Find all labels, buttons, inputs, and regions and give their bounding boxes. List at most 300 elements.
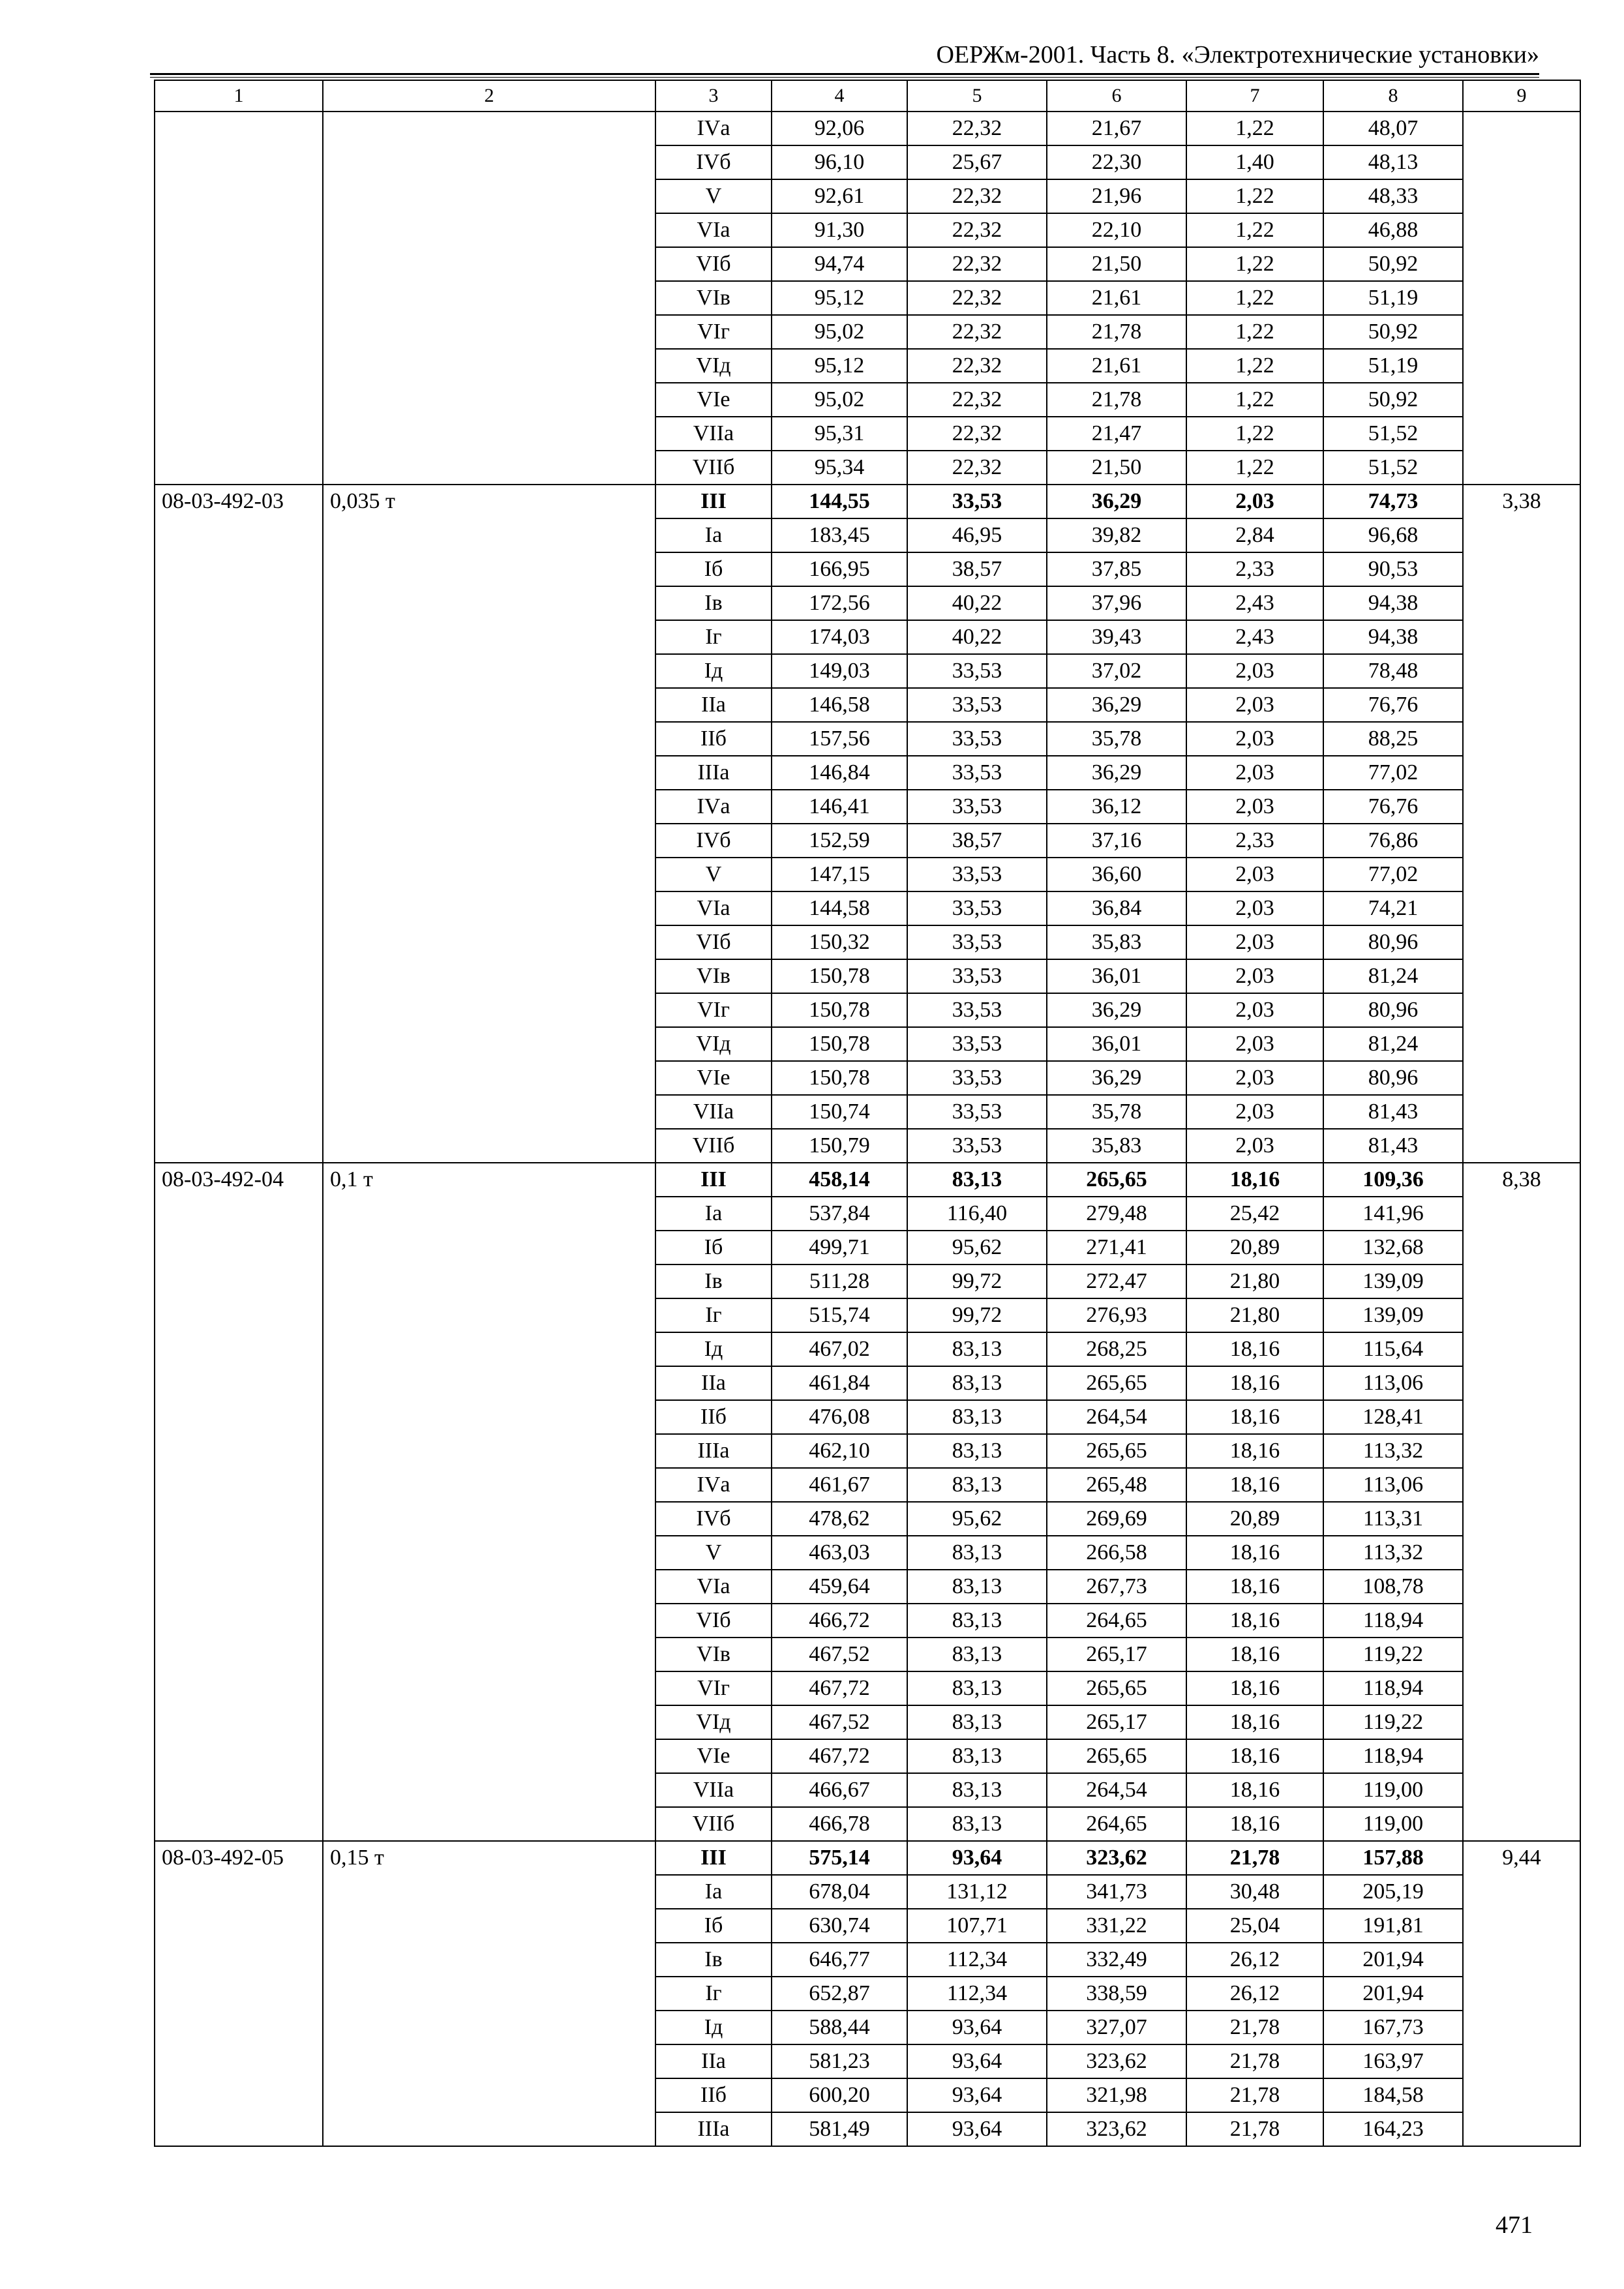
- parameter-cell: 0,15 т: [323, 1841, 655, 2146]
- value-cell: 83,13: [907, 1434, 1047, 1468]
- value-cell: 96,68: [1323, 518, 1463, 552]
- value-cell: 2,03: [1186, 1129, 1323, 1163]
- table-row: [155, 485, 1580, 518]
- value-cell: 83,13: [907, 1807, 1047, 1841]
- value-cell: 537,84: [772, 1197, 907, 1231]
- value-cell: 80,96: [1323, 1061, 1463, 1095]
- zone-category-cell: VIIа: [655, 417, 772, 451]
- value-cell: 461,84: [772, 1366, 907, 1400]
- value-cell: 463,03: [772, 1536, 907, 1570]
- value-cell: 2,03: [1186, 1027, 1323, 1061]
- value-cell: 21,78: [1047, 383, 1186, 417]
- zone-category-cell: VIв: [655, 959, 772, 993]
- value-cell: 459,64: [772, 1570, 907, 1604]
- value-cell: 2,03: [1186, 891, 1323, 925]
- value-cell: 22,32: [907, 179, 1047, 213]
- value-cell: 266,58: [1047, 1536, 1186, 1570]
- value-cell: 21,61: [1047, 349, 1186, 383]
- price-code-cell: 08-03-492-03: [155, 485, 323, 1163]
- zone-category-cell: VIг: [655, 993, 772, 1027]
- zone-category-cell: Iб: [655, 552, 772, 586]
- value-cell: 265,65: [1047, 1163, 1186, 1197]
- value-cell: 264,65: [1047, 1807, 1186, 1841]
- value-cell: 150,78: [772, 1027, 907, 1061]
- value-cell: 132,68: [1323, 1231, 1463, 1264]
- column-9-cell: 9,44: [1463, 1841, 1580, 2146]
- zone-category-cell: IVб: [655, 145, 772, 179]
- value-cell: 323,62: [1047, 1841, 1186, 1875]
- value-cell: 83,13: [907, 1163, 1047, 1197]
- zone-category-cell: Iв: [655, 1943, 772, 1977]
- value-cell: 76,86: [1323, 824, 1463, 858]
- value-cell: 264,54: [1047, 1400, 1186, 1434]
- value-cell: 2,84: [1186, 518, 1323, 552]
- value-cell: 327,07: [1047, 2011, 1186, 2044]
- value-cell: 1,22: [1186, 315, 1323, 349]
- value-cell: 51,19: [1323, 349, 1463, 383]
- value-cell: 150,78: [772, 1061, 907, 1095]
- value-cell: 81,24: [1323, 1027, 1463, 1061]
- value-cell: 476,08: [772, 1400, 907, 1434]
- value-cell: 22,32: [907, 451, 1047, 485]
- zone-category-cell: VIа: [655, 891, 772, 925]
- zone-category-cell: Iд: [655, 1332, 772, 1366]
- value-cell: 264,54: [1047, 1773, 1186, 1807]
- column-number: 1: [155, 80, 323, 112]
- value-cell: 22,32: [907, 349, 1047, 383]
- value-cell: 108,78: [1323, 1570, 1463, 1604]
- value-cell: 33,53: [907, 485, 1047, 518]
- value-cell: 48,33: [1323, 179, 1463, 213]
- value-cell: 515,74: [772, 1298, 907, 1332]
- zone-category-cell: Iд: [655, 654, 772, 688]
- value-cell: 33,53: [907, 925, 1047, 959]
- value-cell: 36,84: [1047, 891, 1186, 925]
- value-cell: 119,22: [1323, 1705, 1463, 1739]
- zone-category-cell: IIб: [655, 1400, 772, 1434]
- value-cell: 338,59: [1047, 1977, 1186, 2011]
- value-cell: 36,12: [1047, 790, 1186, 824]
- value-cell: 39,43: [1047, 620, 1186, 654]
- zone-category-cell: VIв: [655, 1638, 772, 1671]
- value-cell: 466,67: [772, 1773, 907, 1807]
- value-cell: 144,58: [772, 891, 907, 925]
- value-cell: 646,77: [772, 1943, 907, 1977]
- value-cell: 21,67: [1047, 112, 1186, 145]
- value-cell: 36,29: [1047, 688, 1186, 722]
- value-cell: 139,09: [1323, 1298, 1463, 1332]
- zone-category-cell: VIб: [655, 1604, 772, 1638]
- value-cell: 157,56: [772, 722, 907, 756]
- value-cell: 264,65: [1047, 1604, 1186, 1638]
- value-cell: 93,64: [907, 2011, 1047, 2044]
- value-cell: 341,73: [1047, 1875, 1186, 1909]
- value-cell: 81,43: [1323, 1129, 1463, 1163]
- value-cell: 150,79: [772, 1129, 907, 1163]
- value-cell: 36,29: [1047, 1061, 1186, 1095]
- zone-category-cell: V: [655, 179, 772, 213]
- value-cell: 99,72: [907, 1298, 1047, 1332]
- value-cell: 83,13: [907, 1705, 1047, 1739]
- value-cell: 18,16: [1186, 1468, 1323, 1502]
- value-cell: 37,96: [1047, 586, 1186, 620]
- value-cell: 2,03: [1186, 756, 1323, 790]
- value-cell: 1,22: [1186, 349, 1323, 383]
- value-cell: 48,07: [1323, 112, 1463, 145]
- value-cell: 77,02: [1323, 756, 1463, 790]
- value-cell: 321,98: [1047, 2078, 1186, 2112]
- value-cell: 18,16: [1186, 1638, 1323, 1671]
- value-cell: 26,12: [1186, 1943, 1323, 1977]
- table-row: [155, 1163, 1580, 1197]
- zone-category-cell: V: [655, 1536, 772, 1570]
- value-cell: 83,13: [907, 1773, 1047, 1807]
- value-cell: 499,71: [772, 1231, 907, 1264]
- value-cell: 581,49: [772, 2112, 907, 2146]
- value-cell: 95,12: [772, 281, 907, 315]
- value-cell: 22,32: [907, 417, 1047, 451]
- value-cell: 201,94: [1323, 1977, 1463, 2011]
- value-cell: 93,64: [907, 1841, 1047, 1875]
- value-cell: 33,53: [907, 722, 1047, 756]
- value-cell: 83,13: [907, 1638, 1047, 1671]
- zone-category-cell: IIа: [655, 2044, 772, 2078]
- column-number: 5: [907, 80, 1047, 112]
- value-cell: 2,03: [1186, 1095, 1323, 1129]
- value-cell: 119,22: [1323, 1638, 1463, 1671]
- value-cell: 2,03: [1186, 959, 1323, 993]
- value-cell: 113,32: [1323, 1536, 1463, 1570]
- price-table: [154, 80, 1581, 2147]
- zone-category-cell: V: [655, 858, 772, 891]
- value-cell: 50,92: [1323, 247, 1463, 281]
- value-cell: 2,33: [1186, 824, 1323, 858]
- value-cell: 21,50: [1047, 247, 1186, 281]
- value-cell: 92,06: [772, 112, 907, 145]
- value-cell: 149,03: [772, 654, 907, 688]
- value-cell: 467,72: [772, 1739, 907, 1773]
- value-cell: 575,14: [772, 1841, 907, 1875]
- zone-category-cell: VIе: [655, 383, 772, 417]
- zone-category-cell: VIIа: [655, 1773, 772, 1807]
- price-code-cell: 08-03-492-04: [155, 1163, 323, 1841]
- value-cell: 150,32: [772, 925, 907, 959]
- column-number: 4: [772, 80, 907, 112]
- value-cell: 331,22: [1047, 1909, 1186, 1943]
- value-cell: 1,22: [1186, 179, 1323, 213]
- column-number: 9: [1463, 80, 1580, 112]
- price-code-cell: 08-03-492-05: [155, 1841, 323, 2146]
- value-cell: 466,72: [772, 1604, 907, 1638]
- value-cell: 2,43: [1186, 620, 1323, 654]
- zone-category-cell: III: [655, 1163, 772, 1197]
- header-rule: [150, 73, 1539, 75]
- value-cell: 37,16: [1047, 824, 1186, 858]
- value-cell: 33,53: [907, 1061, 1047, 1095]
- column-9-cell: 3,38: [1463, 485, 1580, 1163]
- value-cell: 46,95: [907, 518, 1047, 552]
- value-cell: 25,04: [1186, 1909, 1323, 1943]
- value-cell: 94,38: [1323, 620, 1463, 654]
- value-cell: 18,16: [1186, 1773, 1323, 1807]
- value-cell: 18,16: [1186, 1604, 1323, 1638]
- value-cell: 40,22: [907, 586, 1047, 620]
- value-cell: 1,22: [1186, 213, 1323, 247]
- value-cell: 113,32: [1323, 1434, 1463, 1468]
- value-cell: 205,19: [1323, 1875, 1463, 1909]
- value-cell: 276,93: [1047, 1298, 1186, 1332]
- value-cell: 2,03: [1186, 858, 1323, 891]
- value-cell: 2,03: [1186, 688, 1323, 722]
- value-cell: 36,29: [1047, 756, 1186, 790]
- column-number: 7: [1186, 80, 1323, 112]
- value-cell: 109,36: [1323, 1163, 1463, 1197]
- value-cell: 39,82: [1047, 518, 1186, 552]
- value-cell: 33,53: [907, 654, 1047, 688]
- value-cell: 51,52: [1323, 451, 1463, 485]
- zone-category-cell: Iг: [655, 1977, 772, 2011]
- value-cell: 21,78: [1186, 2078, 1323, 2112]
- value-cell: 21,50: [1047, 451, 1186, 485]
- value-cell: 265,65: [1047, 1434, 1186, 1468]
- value-cell: 35,83: [1047, 1129, 1186, 1163]
- value-cell: 37,02: [1047, 654, 1186, 688]
- value-cell: 78,48: [1323, 654, 1463, 688]
- value-cell: 21,80: [1186, 1264, 1323, 1298]
- value-cell: 2,33: [1186, 552, 1323, 586]
- value-cell: 271,41: [1047, 1231, 1186, 1264]
- column-number: 8: [1323, 80, 1463, 112]
- value-cell: 267,73: [1047, 1570, 1186, 1604]
- value-cell: 18,16: [1186, 1163, 1323, 1197]
- value-cell: 21,61: [1047, 281, 1186, 315]
- zone-category-cell: Iв: [655, 586, 772, 620]
- value-cell: 21,47: [1047, 417, 1186, 451]
- value-cell: 36,01: [1047, 959, 1186, 993]
- zone-category-cell: IVб: [655, 824, 772, 858]
- value-cell: 18,16: [1186, 1332, 1323, 1366]
- value-cell: 461,67: [772, 1468, 907, 1502]
- value-cell: 630,74: [772, 1909, 907, 1943]
- value-cell: 183,45: [772, 518, 907, 552]
- value-cell: 332,49: [1047, 1943, 1186, 1977]
- value-cell: 2,43: [1186, 586, 1323, 620]
- value-cell: 467,72: [772, 1671, 907, 1705]
- value-cell: 93,64: [907, 2112, 1047, 2146]
- page-number: 471: [1496, 2211, 1533, 2239]
- zone-category-cell: VIа: [655, 213, 772, 247]
- zone-category-cell: IIб: [655, 722, 772, 756]
- value-cell: 36,29: [1047, 993, 1186, 1027]
- value-cell: 147,15: [772, 858, 907, 891]
- value-cell: 77,02: [1323, 858, 1463, 891]
- value-cell: 36,29: [1047, 485, 1186, 518]
- zone-category-cell: VIд: [655, 349, 772, 383]
- value-cell: 678,04: [772, 1875, 907, 1909]
- value-cell: 35,83: [1047, 925, 1186, 959]
- value-cell: 152,59: [772, 824, 907, 858]
- zone-category-cell: IIа: [655, 688, 772, 722]
- value-cell: 94,74: [772, 247, 907, 281]
- value-cell: 146,41: [772, 790, 907, 824]
- zone-category-cell: VIг: [655, 1671, 772, 1705]
- value-cell: 26,12: [1186, 1977, 1323, 2011]
- value-cell: 95,31: [772, 417, 907, 451]
- value-cell: 467,52: [772, 1705, 907, 1739]
- value-cell: 93,64: [907, 2078, 1047, 2112]
- value-cell: 157,88: [1323, 1841, 1463, 1875]
- value-cell: 323,62: [1047, 2112, 1186, 2146]
- value-cell: 95,12: [772, 349, 907, 383]
- value-cell: 18,16: [1186, 1739, 1323, 1773]
- value-cell: 80,96: [1323, 925, 1463, 959]
- value-cell: 95,62: [907, 1231, 1047, 1264]
- value-cell: 76,76: [1323, 790, 1463, 824]
- value-cell: 95,02: [772, 383, 907, 417]
- value-cell: 150,78: [772, 993, 907, 1027]
- value-cell: 265,65: [1047, 1671, 1186, 1705]
- value-cell: 265,65: [1047, 1739, 1186, 1773]
- value-cell: 48,13: [1323, 145, 1463, 179]
- value-cell: 51,52: [1323, 417, 1463, 451]
- value-cell: 94,38: [1323, 586, 1463, 620]
- value-cell: 83,13: [907, 1739, 1047, 1773]
- zone-category-cell: Iг: [655, 620, 772, 654]
- value-cell: 36,01: [1047, 1027, 1186, 1061]
- value-cell: 1,22: [1186, 281, 1323, 315]
- value-cell: 1,22: [1186, 451, 1323, 485]
- value-cell: 95,02: [772, 315, 907, 349]
- value-cell: 462,10: [772, 1434, 907, 1468]
- value-cell: 81,43: [1323, 1095, 1463, 1129]
- zone-category-cell: Iб: [655, 1909, 772, 1943]
- zone-category-cell: VIб: [655, 247, 772, 281]
- value-cell: 21,78: [1186, 2044, 1323, 2078]
- column-number: 2: [323, 80, 655, 112]
- value-cell: 150,78: [772, 959, 907, 993]
- value-cell: 22,32: [907, 281, 1047, 315]
- value-cell: 36,60: [1047, 858, 1186, 891]
- value-cell: 166,95: [772, 552, 907, 586]
- value-cell: 164,23: [1323, 2112, 1463, 2146]
- zone-category-cell: Iб: [655, 1231, 772, 1264]
- value-cell: 272,47: [1047, 1264, 1186, 1298]
- zone-category-cell: IIб: [655, 2078, 772, 2112]
- value-cell: 131,12: [907, 1875, 1047, 1909]
- value-cell: 83,13: [907, 1671, 1047, 1705]
- value-cell: 2,03: [1186, 722, 1323, 756]
- zone-category-cell: IIIа: [655, 1434, 772, 1468]
- value-cell: 33,53: [907, 858, 1047, 891]
- value-cell: 38,57: [907, 824, 1047, 858]
- value-cell: 83,13: [907, 1366, 1047, 1400]
- value-cell: 22,32: [907, 213, 1047, 247]
- value-cell: 22,32: [907, 383, 1047, 417]
- price-code-cell: [155, 112, 323, 485]
- running-header: ОЕРЖм-2001. Часть 8. «Электротехнические установки»: [936, 41, 1539, 68]
- value-cell: 467,52: [772, 1638, 907, 1671]
- value-cell: 150,74: [772, 1095, 907, 1129]
- value-cell: 167,73: [1323, 2011, 1463, 2044]
- column-number-row: [155, 80, 1580, 112]
- value-cell: 91,30: [772, 213, 907, 247]
- value-cell: 33,53: [907, 1027, 1047, 1061]
- value-cell: 30,48: [1186, 1875, 1323, 1909]
- value-cell: 652,87: [772, 1977, 907, 2011]
- value-cell: 33,53: [907, 688, 1047, 722]
- column-9-cell: [1463, 112, 1580, 485]
- value-cell: 21,78: [1186, 2011, 1323, 2044]
- value-cell: 265,17: [1047, 1638, 1186, 1671]
- zone-category-cell: IVа: [655, 790, 772, 824]
- value-cell: 21,78: [1186, 2112, 1323, 2146]
- value-cell: 21,78: [1186, 1841, 1323, 1875]
- value-cell: 2,03: [1186, 485, 1323, 518]
- value-cell: 35,78: [1047, 1095, 1186, 1129]
- value-cell: 22,10: [1047, 213, 1186, 247]
- zone-category-cell: IIIа: [655, 756, 772, 790]
- value-cell: 22,30: [1047, 145, 1186, 179]
- value-cell: 1,40: [1186, 145, 1323, 179]
- value-cell: 466,78: [772, 1807, 907, 1841]
- value-cell: 588,44: [772, 2011, 907, 2044]
- value-cell: 99,72: [907, 1264, 1047, 1298]
- parameter-cell: [323, 112, 655, 485]
- value-cell: 511,28: [772, 1264, 907, 1298]
- value-cell: 33,53: [907, 1095, 1047, 1129]
- zone-category-cell: VIа: [655, 1570, 772, 1604]
- column-number: 3: [655, 80, 772, 112]
- value-cell: 269,69: [1047, 1502, 1186, 1536]
- value-cell: 458,14: [772, 1163, 907, 1197]
- column-number: 6: [1047, 80, 1186, 112]
- zone-category-cell: VIе: [655, 1739, 772, 1773]
- value-cell: 146,58: [772, 688, 907, 722]
- value-cell: 50,92: [1323, 383, 1463, 417]
- value-cell: 20,89: [1186, 1502, 1323, 1536]
- zone-category-cell: IVа: [655, 112, 772, 145]
- parameter-cell: 0,1 т: [323, 1163, 655, 1841]
- value-cell: 37,85: [1047, 552, 1186, 586]
- value-cell: 33,53: [907, 993, 1047, 1027]
- value-cell: 80,96: [1323, 993, 1463, 1027]
- value-cell: 76,76: [1323, 688, 1463, 722]
- value-cell: 116,40: [907, 1197, 1047, 1231]
- table-row: [155, 1841, 1580, 1875]
- zone-category-cell: III: [655, 485, 772, 518]
- value-cell: 18,16: [1186, 1536, 1323, 1570]
- value-cell: 95,34: [772, 451, 907, 485]
- value-cell: 1,22: [1186, 383, 1323, 417]
- value-cell: 113,06: [1323, 1366, 1463, 1400]
- value-cell: 33,53: [907, 959, 1047, 993]
- value-cell: 113,31: [1323, 1502, 1463, 1536]
- value-cell: 201,94: [1323, 1943, 1463, 1977]
- value-cell: 2,03: [1186, 790, 1323, 824]
- value-cell: 33,53: [907, 1129, 1047, 1163]
- zone-category-cell: Iг: [655, 1298, 772, 1332]
- zone-category-cell: VIIб: [655, 1807, 772, 1841]
- value-cell: 18,16: [1186, 1366, 1323, 1400]
- value-cell: 93,64: [907, 2044, 1047, 2078]
- zone-category-cell: VIIа: [655, 1095, 772, 1129]
- value-cell: 21,96: [1047, 179, 1186, 213]
- zone-category-cell: VIг: [655, 315, 772, 349]
- value-cell: 33,53: [907, 790, 1047, 824]
- value-cell: 18,16: [1186, 1807, 1323, 1841]
- value-cell: 144,55: [772, 485, 907, 518]
- value-cell: 83,13: [907, 1400, 1047, 1434]
